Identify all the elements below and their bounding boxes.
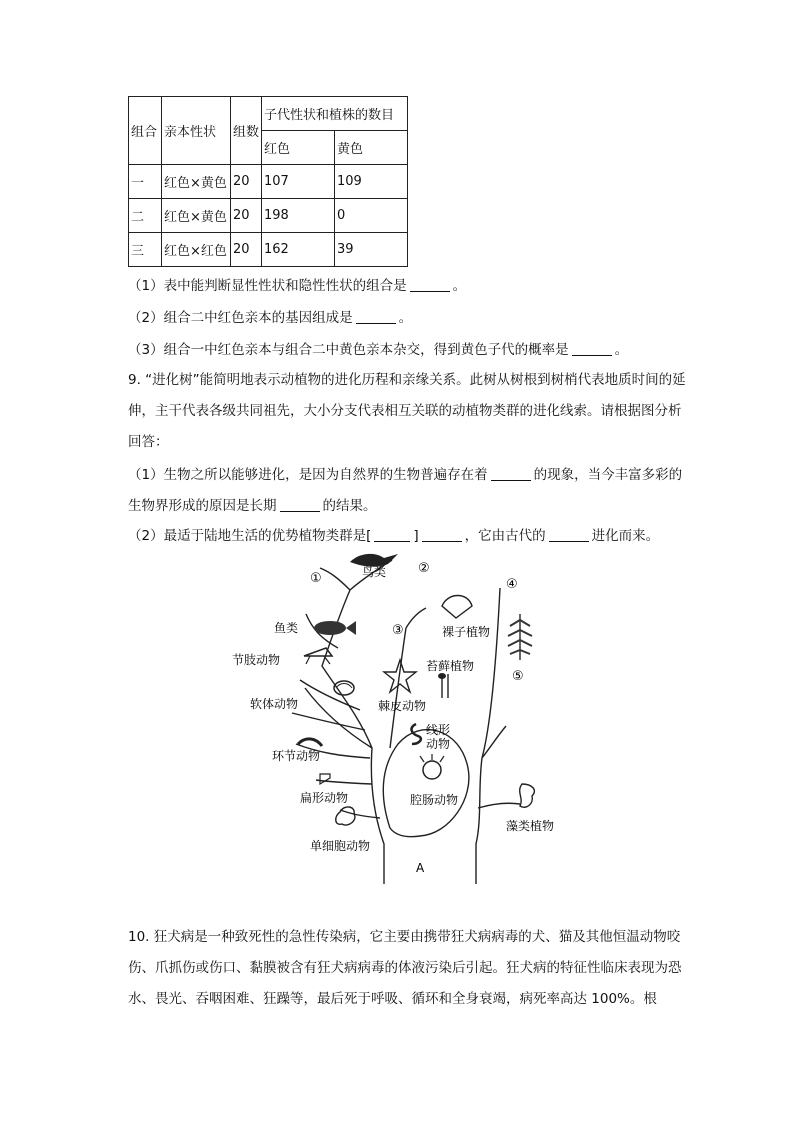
- q8-line-1: （1）表中能判断显性性状和隐性性状的组合是 。: [128, 278, 467, 294]
- header-count: 组数: [231, 97, 262, 165]
- table-row: [129, 165, 408, 199]
- marker-2: ②: [418, 561, 430, 576]
- q9-intro: 9. “进化树”能简明地表示动植物的进化历程和亲缘关系。此树从树根到树梢代表地质时间的延伸，主干代表各级共同祖先，大小分支代表相互关联的动植物类群的进化线索。请根据图分析回答：: [128, 372, 686, 450]
- header-group: 组合: [129, 97, 162, 165]
- cell-group: 三: [129, 233, 162, 267]
- marker-3: ③: [392, 623, 404, 638]
- marker-5: ⑤: [512, 669, 524, 684]
- amoeba-icon: [336, 807, 355, 825]
- label-flatworms: 扁形动物: [300, 791, 349, 805]
- fern-icon: [508, 614, 532, 660]
- cell-yellow: 109: [335, 165, 408, 199]
- label-echinoderms: 棘皮动物: [378, 699, 427, 713]
- label-protozoa: 单细胞动物: [310, 839, 371, 853]
- cell-parent: 红色×黄色: [162, 165, 231, 199]
- cell-parent: 红色×红色: [162, 233, 231, 267]
- label-mosses: 苔藓植物: [426, 659, 475, 673]
- cell-red: 162: [262, 233, 335, 267]
- label-algae: 藻类植物: [506, 819, 555, 833]
- answer-blank[interactable]: [410, 277, 450, 292]
- marker-1: ①: [310, 571, 322, 586]
- header-offspring: 子代性状和植株的数目: [262, 97, 408, 131]
- cell-red: 198: [262, 199, 335, 233]
- cell-group: 二: [129, 199, 162, 233]
- starfish-icon: [384, 660, 416, 692]
- q9-part-2: （2）最适于陆地生活的优势植物类群是[ ] ，它由古代的 进化而来。: [128, 528, 660, 544]
- answer-blank[interactable]: [491, 466, 531, 481]
- q9-part-1: （1）生物之所以能够进化，是因为自然界的生物普遍存在着 的现象，当今丰富多彩的生物界形成的原因是长期 的结果。: [128, 467, 683, 514]
- label-nematodes-2: 动物: [426, 737, 451, 751]
- cell-count: 20: [231, 165, 262, 199]
- label-birds: 鸟类: [362, 565, 387, 579]
- header-parent-trait: 亲本性状: [162, 97, 231, 165]
- seaweed-icon: [520, 784, 535, 807]
- label-mollusks: 软体动物: [250, 697, 299, 711]
- label-cnidarians: 腔肠动物: [410, 793, 459, 807]
- tree-outline: [292, 560, 520, 884]
- answer-blank[interactable]: [549, 527, 589, 542]
- flatworm-icon: [320, 774, 330, 784]
- fish-icon: [314, 621, 356, 635]
- cell-yellow: 0: [335, 199, 408, 233]
- label-nematodes-1: 线形: [426, 723, 451, 737]
- cell-parent: 红色×黄色: [162, 199, 231, 233]
- label-gymnosperms: 裸子植物: [442, 625, 491, 639]
- label-annelids: 环节动物: [272, 749, 321, 763]
- hydra-icon: [420, 754, 444, 779]
- results-table: [128, 96, 408, 267]
- grasshopper-icon: [304, 648, 332, 664]
- cell-count: 20: [231, 233, 262, 267]
- q8-line-3: （3）组合一中红色亲本与组合二中黄色亲本杂交，得到黄色子代的概率是 。: [128, 342, 629, 358]
- table-row: [129, 233, 408, 267]
- answer-blank[interactable]: [422, 527, 462, 542]
- cell-red: 107: [262, 165, 335, 199]
- marker-4: ④: [506, 577, 518, 592]
- answer-blank[interactable]: [374, 527, 410, 542]
- ginkgo-icon: [442, 596, 472, 619]
- header-red: 红色: [262, 131, 335, 165]
- table-row: [129, 199, 408, 233]
- header-yellow: 黄色: [335, 131, 408, 165]
- evolution-tree-figure: [220, 548, 580, 888]
- answer-blank[interactable]: [572, 341, 612, 356]
- nematode-icon: [412, 724, 421, 744]
- cell-group: 一: [129, 165, 162, 199]
- cell-yellow: 39: [335, 233, 408, 267]
- q8-line-2: （2）组合二中红色亲本的基因组成是 。: [128, 310, 413, 326]
- cell-count: 20: [231, 199, 262, 233]
- label-root-a: A: [416, 861, 425, 875]
- q10-text: 10. 狂犬病是一种致死性的急性传染病，它主要由携带狂犬病病毒的犬、猫及其他恒温动物咬伤、爪抓伤或伤口、黏膜被含有狂犬病病毒的体液污染后引起。狂犬病的特征性临床表现为恐水、畏光、吞咽困难、狂躁等，最后死于呼吸、循环和全身衰竭，病死率高达 100%。根: [128, 929, 682, 1007]
- answer-blank[interactable]: [280, 497, 320, 512]
- answer-blank[interactable]: [356, 309, 396, 324]
- earthworm-icon: [298, 739, 322, 746]
- label-arthropods: 节肢动物: [232, 653, 281, 667]
- moss-icon: [438, 673, 448, 698]
- label-fish: 鱼类: [274, 621, 299, 635]
